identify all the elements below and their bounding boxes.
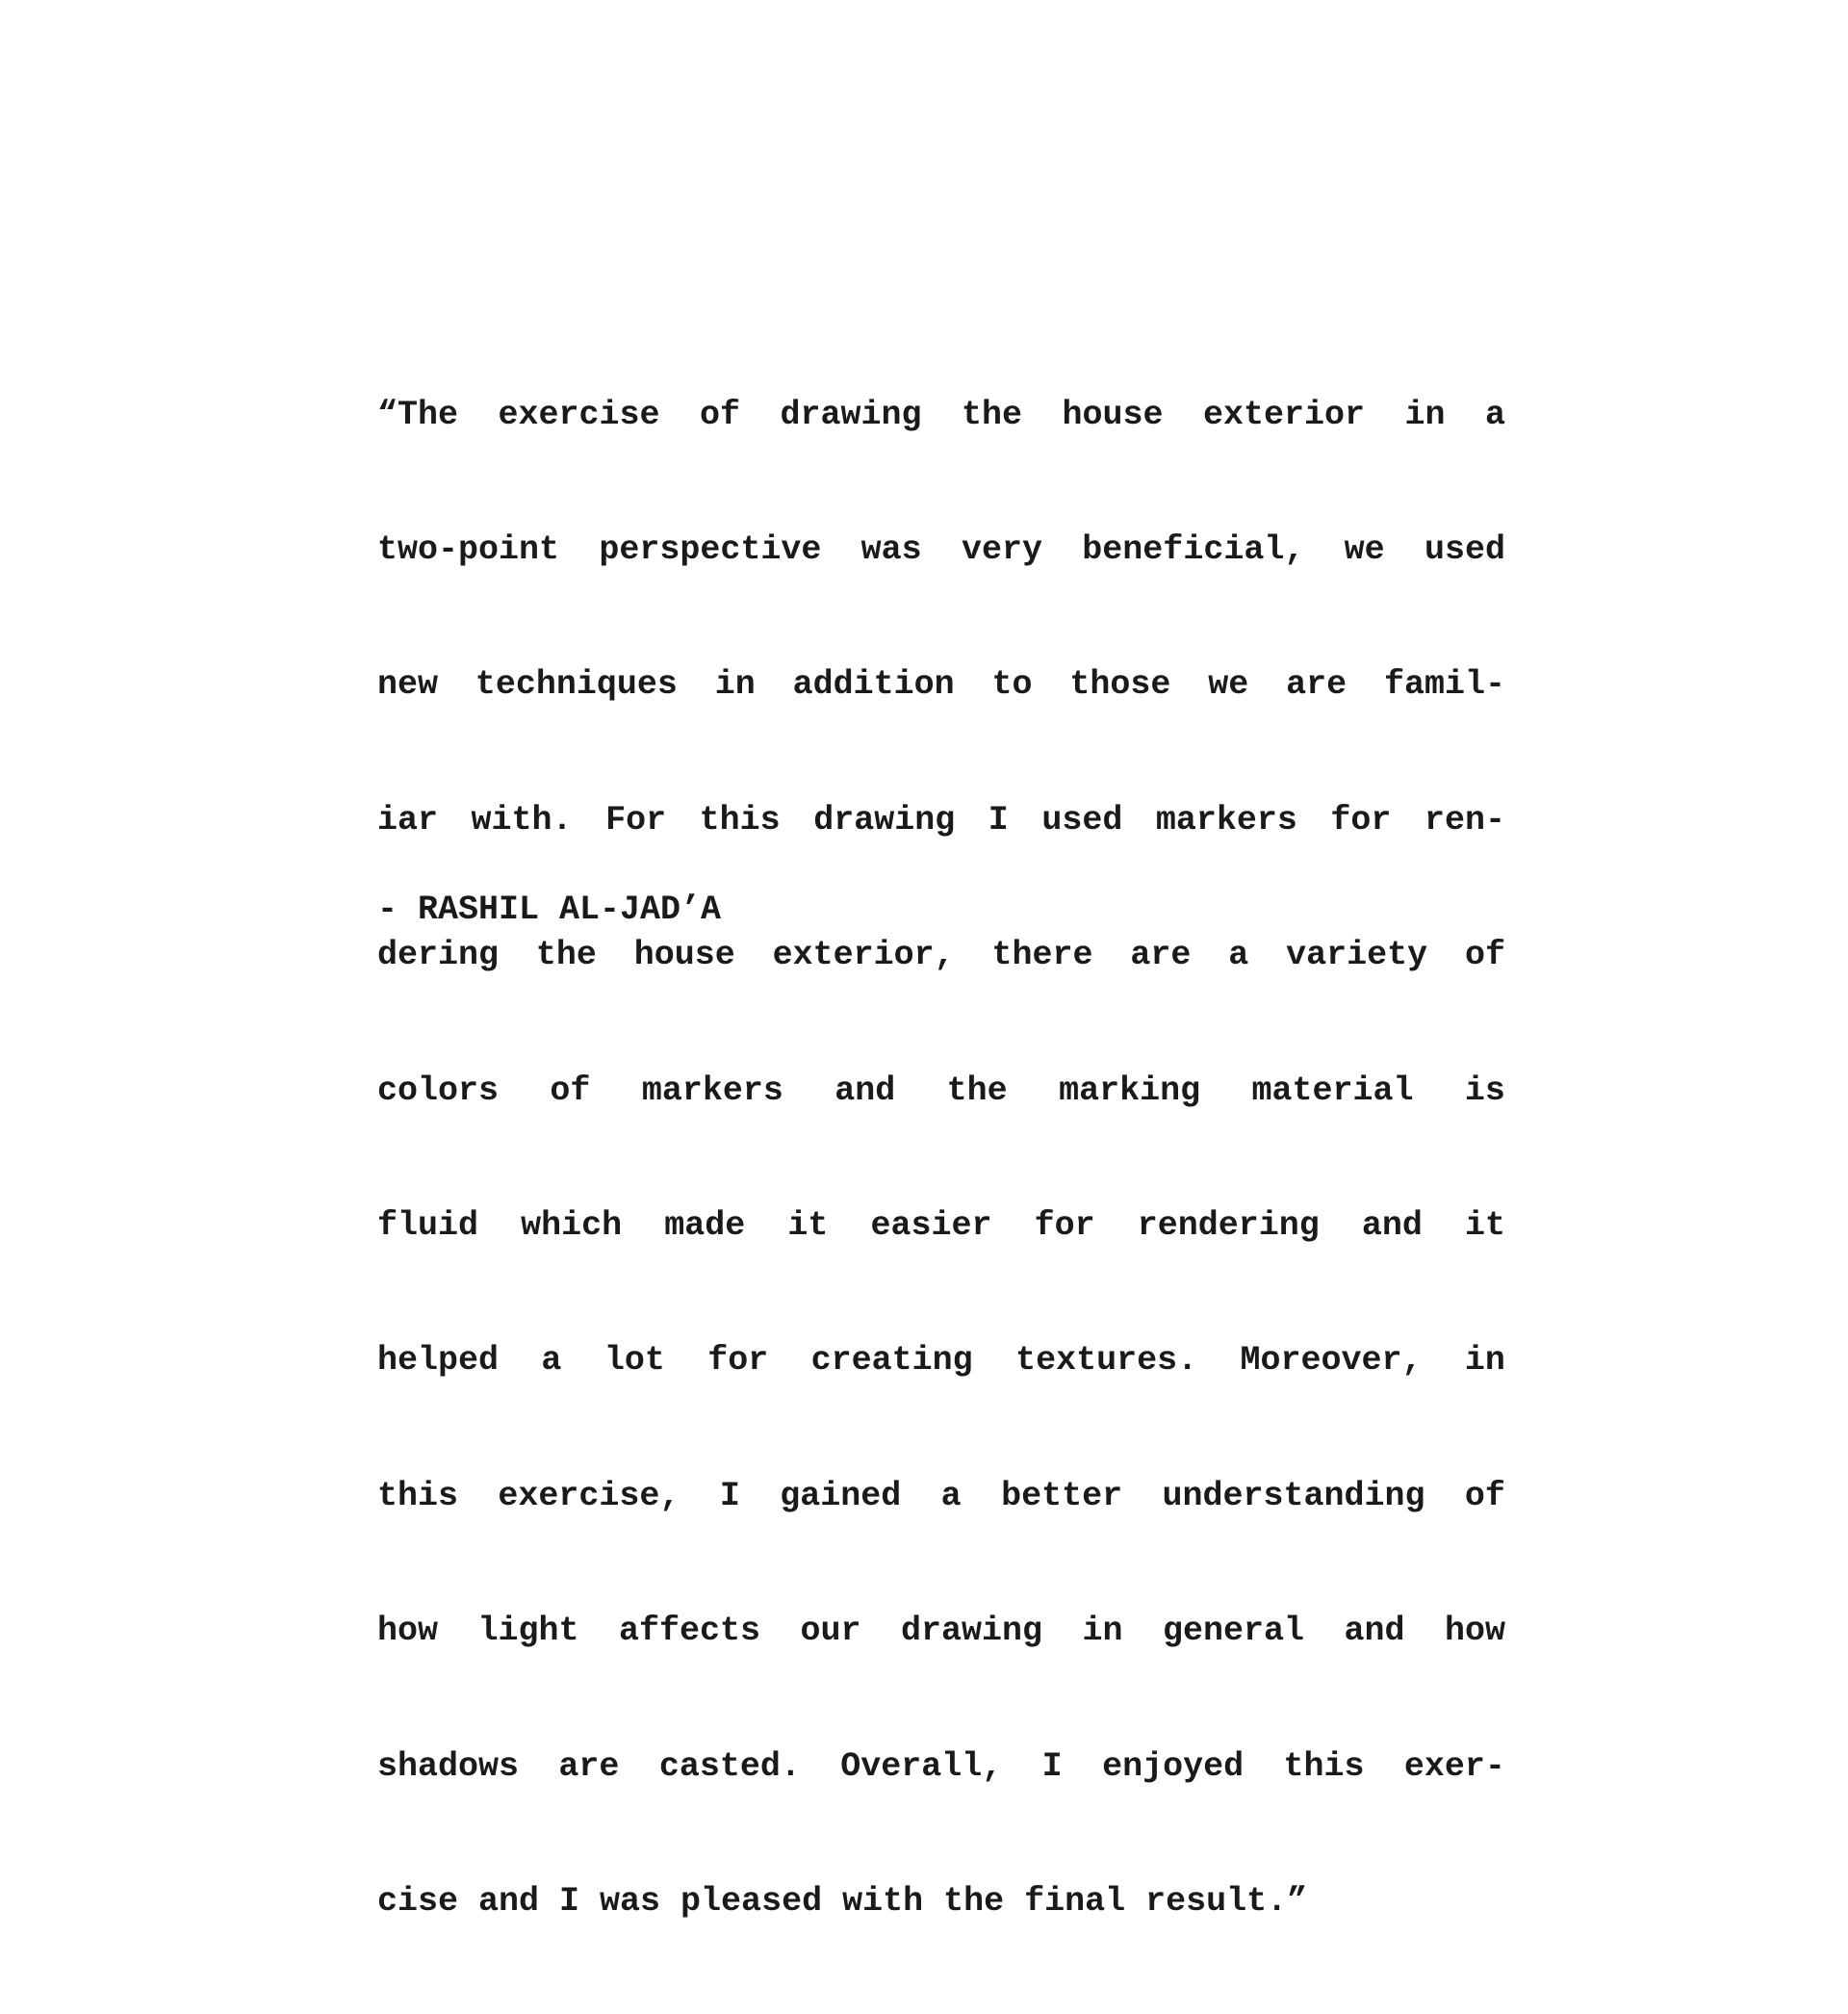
quote-word: to xyxy=(991,665,1033,705)
quote-word: are xyxy=(1286,665,1348,705)
quote-word: drawing xyxy=(900,1612,1042,1651)
quote-word: in xyxy=(1464,1341,1505,1381)
quote-word: and xyxy=(834,1071,896,1110)
quote-word: a xyxy=(1228,936,1249,975)
quote-word: I xyxy=(1041,1746,1063,1786)
quote-line-9 xyxy=(377,1474,1505,1519)
quote-word: used xyxy=(1424,529,1505,569)
quote-word: better xyxy=(1001,1476,1123,1515)
quote-word: iar xyxy=(377,800,439,839)
quote-word: easier xyxy=(870,1205,992,1245)
quote-word: I xyxy=(988,800,1009,839)
quote-word: in xyxy=(1082,1612,1123,1651)
quote-word: and xyxy=(1344,1612,1405,1651)
quote-word: for xyxy=(1034,1205,1095,1245)
quote-word: drawing xyxy=(780,395,922,434)
quote-word: this xyxy=(377,1476,459,1515)
quote-word: of xyxy=(550,1071,591,1110)
quote-word: rendering xyxy=(1137,1205,1320,1245)
quote-word: casted. xyxy=(658,1746,801,1786)
quote-word: a xyxy=(541,1341,562,1381)
quote-word: exterior, xyxy=(772,936,955,975)
quote-word: of xyxy=(1464,1476,1505,1515)
quote-word: perspective xyxy=(599,529,822,569)
quote-line-6 xyxy=(377,1069,1505,1114)
quote-word: dering xyxy=(377,936,500,975)
quote-word: exercise, xyxy=(498,1476,680,1515)
quote-word: beneficial, xyxy=(1082,529,1305,569)
quote-word: a xyxy=(940,1476,962,1515)
quote-word: new xyxy=(377,665,439,705)
quote-word: For xyxy=(605,800,667,839)
quote-word: very xyxy=(961,529,1042,569)
quote-word: affects xyxy=(618,1612,761,1651)
quote-word: light xyxy=(477,1612,579,1651)
quote-word: exercise xyxy=(498,395,660,434)
quote-word: Overall, xyxy=(840,1746,1003,1786)
quote-word: house xyxy=(633,936,735,975)
quote-word: used xyxy=(1041,800,1123,839)
quote-word: exterior xyxy=(1202,395,1365,434)
quote-word: exer- xyxy=(1403,1746,1505,1786)
quote-word: are xyxy=(558,1746,620,1786)
quote-word: colors xyxy=(377,1071,500,1110)
quote-word: this xyxy=(1283,1746,1365,1786)
quote-word: ren- xyxy=(1424,800,1505,839)
quote-word: Moreover, xyxy=(1240,1341,1423,1381)
quote-line-4 xyxy=(377,798,1505,843)
quote-word: lot xyxy=(603,1341,665,1381)
quote-word: fluid xyxy=(377,1205,479,1245)
quote-word: we xyxy=(1344,529,1385,569)
quote-line-1 xyxy=(377,393,1505,438)
quote-word: those xyxy=(1069,665,1171,705)
quote-word: there xyxy=(991,936,1093,975)
quote-word: general xyxy=(1162,1612,1304,1651)
quote-word: are xyxy=(1130,936,1192,975)
quote-word: house xyxy=(1062,395,1164,434)
quote-word: of xyxy=(1464,936,1505,975)
quote-line-12: cise and I was pleased with the final result.” xyxy=(377,1881,1308,1921)
quote-word: with. xyxy=(471,800,573,839)
quote-word: which xyxy=(521,1205,623,1245)
quote-word: the xyxy=(961,395,1022,434)
quote-word: a xyxy=(1484,395,1505,434)
quote-line-7 xyxy=(377,1203,1505,1249)
quote-word: for xyxy=(1330,800,1392,839)
quote-word: is xyxy=(1464,1071,1505,1110)
quote-word: drawing xyxy=(813,800,956,839)
quote-word: two-point xyxy=(377,529,560,569)
quote-word: made xyxy=(664,1205,746,1245)
quote-word: understanding xyxy=(1162,1476,1425,1515)
quote-line-2 xyxy=(377,528,1505,573)
quote-word: it xyxy=(787,1205,829,1245)
quote-word: we xyxy=(1208,665,1249,705)
testimonial-quote xyxy=(377,302,1505,2014)
quote-word: gained xyxy=(780,1476,902,1515)
quote-word: marking xyxy=(1059,1071,1201,1110)
quote-word: I xyxy=(719,1476,740,1515)
quote-word: textures. xyxy=(1015,1341,1198,1381)
quote-word: helped xyxy=(377,1341,500,1381)
quote-word: our xyxy=(800,1612,861,1651)
quote-word: material xyxy=(1251,1071,1414,1110)
quote-line-5 xyxy=(377,933,1505,978)
quote-word: this xyxy=(699,800,781,839)
quote-word: shadows xyxy=(377,1746,520,1786)
quote-word: famil- xyxy=(1383,665,1505,705)
quote-word: how xyxy=(377,1612,439,1651)
quote-word: enjoyed xyxy=(1102,1746,1245,1786)
quote-word: markers xyxy=(641,1071,783,1110)
quote-word: techniques xyxy=(475,665,678,705)
quote-word: the xyxy=(535,936,597,975)
quote-line-10 xyxy=(377,1609,1505,1654)
quote-word: “The xyxy=(377,395,459,434)
quote-attribution: - RASHIL AL-JAD’A xyxy=(377,891,722,929)
quote-word: in xyxy=(714,665,756,705)
quote-word: was xyxy=(860,529,922,569)
quote-line-3 xyxy=(377,662,1505,708)
quote-word: and xyxy=(1361,1205,1423,1245)
quote-word: in xyxy=(1404,395,1446,434)
quote-word: creating xyxy=(810,1341,973,1381)
quote-line-11 xyxy=(377,1744,1505,1790)
quote-word: for xyxy=(707,1341,769,1381)
quote-word: variety xyxy=(1286,936,1428,975)
quote-word: addition xyxy=(792,665,955,705)
quote-line-8 xyxy=(377,1338,1505,1383)
quote-word: it xyxy=(1464,1205,1505,1245)
quote-word: of xyxy=(699,395,740,434)
quote-word: markers xyxy=(1155,800,1297,839)
quote-word: the xyxy=(946,1071,1008,1110)
quote-word: how xyxy=(1444,1612,1505,1651)
